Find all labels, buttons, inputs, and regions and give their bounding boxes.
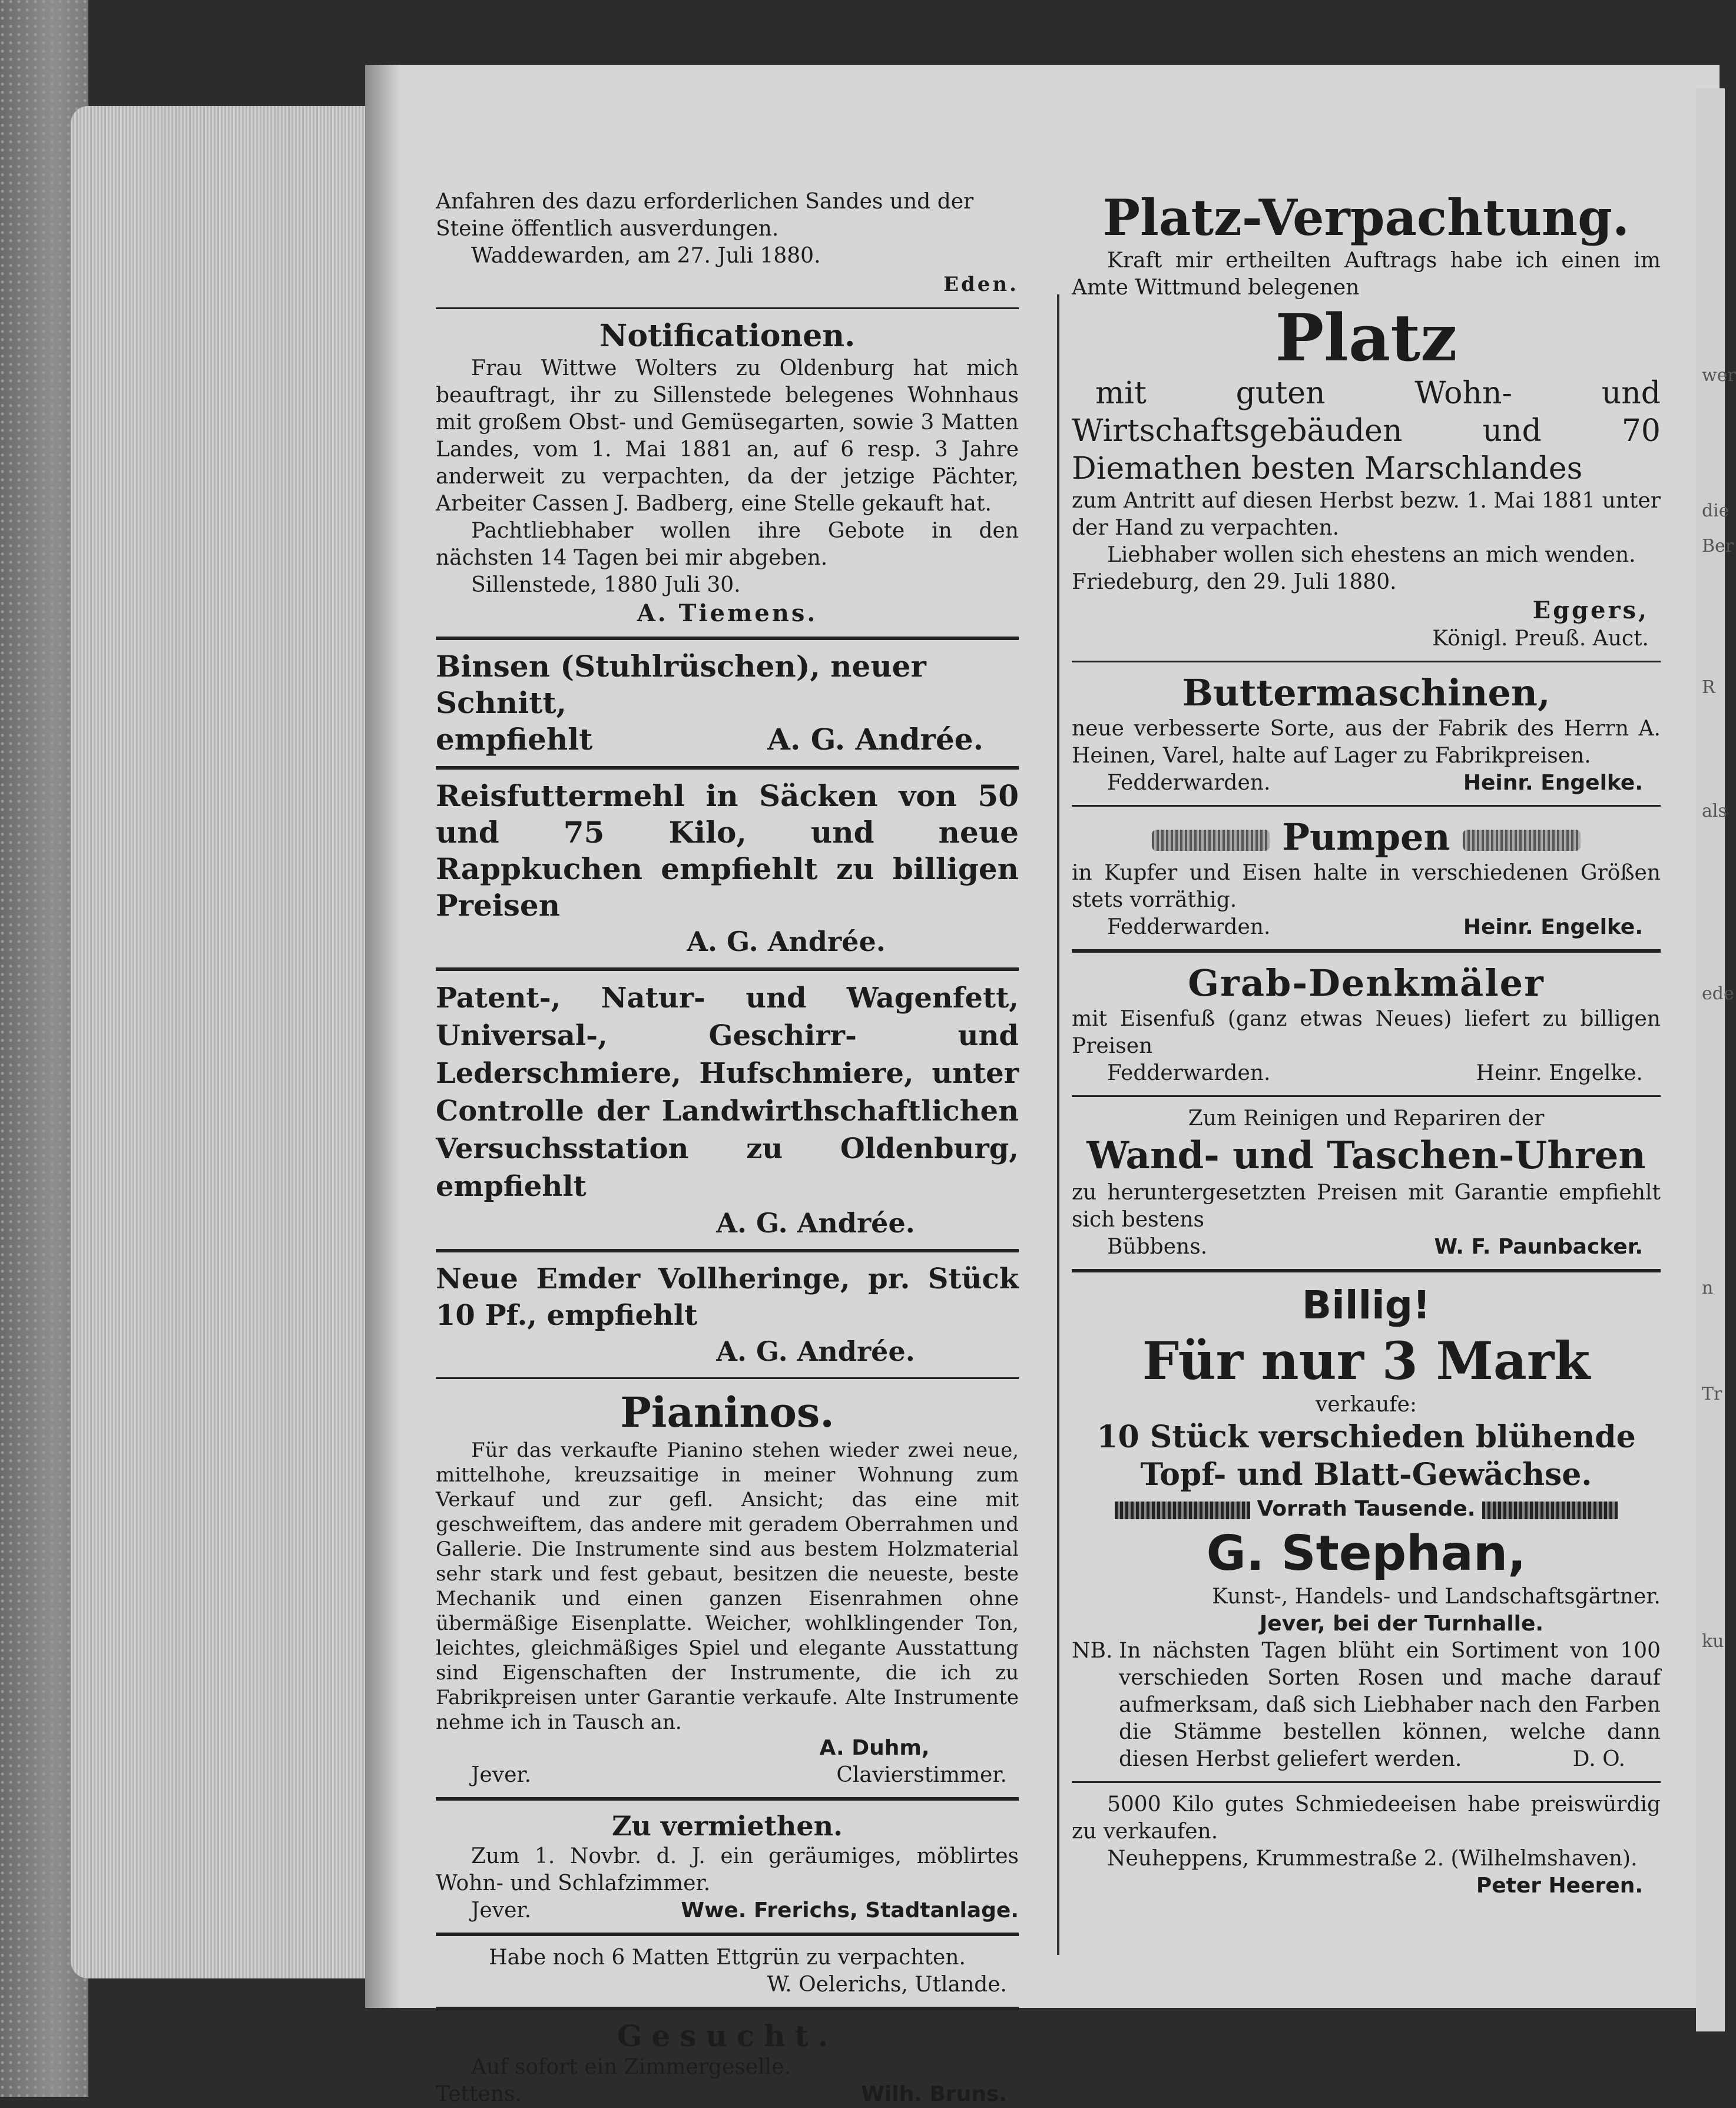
ad-notificationen bbox=[436, 317, 1019, 628]
patent-body: Patent-, Natur- und Wagenfett, Universal-, Geschirr- und Lederschmiere, Hufschmiere, unter Controlle der Landwirthschaftlichen Versuchsstation zu Oldenburg, empfiehlt bbox=[436, 982, 1019, 1203]
ad-heeren bbox=[1072, 1791, 1661, 1900]
heeren-place: Neuheppens, Krummestraße 2. (Wilhelmshaven). bbox=[1107, 1847, 1638, 1871]
gutter-shadow bbox=[365, 65, 400, 2008]
grab-body: mit Eisenfuß (ganz etwas Neues) liefert zu billigen Preisen bbox=[1072, 1007, 1661, 1058]
ad-pumpen bbox=[1072, 815, 1661, 941]
divider bbox=[436, 2007, 1019, 2010]
divider bbox=[1072, 1781, 1661, 1783]
platz-big: Platz bbox=[1275, 300, 1457, 376]
pumpen-signature: Heinr. Engelke. bbox=[1463, 915, 1643, 939]
fragment: Tr bbox=[1702, 1384, 1722, 1404]
ad-platz-verpachtung bbox=[1072, 188, 1661, 652]
grab-signature: Heinr. Engelke. bbox=[1476, 1061, 1643, 1085]
ad-zu-vermiethen bbox=[436, 1809, 1019, 1924]
fragment: Ber bbox=[1702, 536, 1734, 556]
gesucht-place: Tettens. bbox=[436, 2082, 522, 2106]
patent-signature: A. G. Andrée. bbox=[716, 1207, 915, 1239]
divider bbox=[1072, 805, 1661, 807]
notif-body: Frau Wittwe Wolters zu Oldenburg hat mich beauftragt, ihr zu Sillenstede belegenes Wohnhaus mit großem Obst- und Gemüsegarten, sowie 3 Matten Landes, vom 1. Mai 1881 an, auf 6 resp. 3 Jahre anderweit zu verpachten, da der jetzige Pächter, Arbeiter Cassen J. Badberg, eine Stelle gekauft hat. bbox=[436, 356, 1019, 516]
stephan-place: Jever, bei der Turnhalle. bbox=[1259, 1612, 1544, 1636]
divider bbox=[436, 637, 1019, 640]
pianinos-signature: A. Duhm, bbox=[819, 1736, 930, 1760]
vermiethen-place: Jever. bbox=[471, 1898, 532, 1923]
fragment: wer bbox=[1702, 365, 1736, 386]
butter-place: Fedderwarden. bbox=[1107, 771, 1271, 795]
uhren-signature: W. F. Paunbacker. bbox=[1434, 1235, 1643, 1259]
fragment: n bbox=[1702, 1278, 1714, 1298]
fragment: die bbox=[1702, 501, 1730, 521]
uhren-intro: Zum Reinigen und Repariren der bbox=[1188, 1106, 1545, 1131]
platz-place: Friedeburg, den 29. Juli 1880. bbox=[1072, 570, 1397, 594]
ornament-bar-left bbox=[1115, 1502, 1250, 1519]
binsen-signature: A. G. Andrée. bbox=[767, 722, 983, 757]
ad-pianinos bbox=[436, 1387, 1019, 1789]
left-column bbox=[436, 188, 1019, 2108]
vermiethen-title: Zu vermiethen. bbox=[611, 1810, 843, 1842]
ad-binsen bbox=[436, 648, 1019, 758]
divider bbox=[1072, 949, 1661, 953]
stephan-name: G. Stephan, bbox=[1206, 1526, 1526, 1582]
pianinos-place: Jever. bbox=[471, 1763, 532, 1787]
eden-line-1: Anfahren des dazu erforderlichen Sandes und der bbox=[436, 190, 974, 214]
butter-body: neue verbesserte Sorte, aus der Fabrik des Herrn A. Heinen, Varel, halte auf Lager zu Fabrikpreisen. bbox=[1072, 717, 1661, 768]
platz-intro: Kraft mir ertheilten Auftrags habe ich einen im Amte Wittmund belegenen bbox=[1072, 248, 1661, 300]
ornament-bar-right bbox=[1482, 1502, 1618, 1519]
uhren-body: zu heruntergesetzten Preisen mit Garantie empfiehlt sich bestens bbox=[1072, 1181, 1661, 1232]
divider bbox=[436, 1377, 1019, 1379]
ad-grab-denkmaeler bbox=[1072, 961, 1661, 1087]
uhren-place: Bübbens. bbox=[1107, 1235, 1208, 1259]
ad-vollheringe bbox=[436, 1261, 1019, 1369]
fragment: als bbox=[1702, 801, 1727, 821]
divider bbox=[436, 967, 1019, 971]
ettgruen-line: Habe noch 6 Matten Ettgrün zu verpachten. bbox=[489, 1945, 966, 1970]
pianinos-role: Clavierstimmer. bbox=[836, 1763, 1007, 1787]
ad-buttermaschinen bbox=[1072, 671, 1661, 797]
gesucht-title: Gesucht. bbox=[617, 2018, 838, 2053]
ad-gesucht bbox=[436, 2018, 1019, 2108]
butter-signature: Heinr. Engelke. bbox=[1463, 771, 1643, 795]
divider bbox=[1072, 661, 1661, 662]
notif-place: Sillenstede, 1880 Juli 30. bbox=[471, 573, 741, 597]
fragment: R bbox=[1702, 677, 1715, 698]
vermiethen-signature: Wwe. Frerichs, Stadtanlage. bbox=[681, 1898, 1019, 1923]
platz-body: zum Antritt auf diesen Herbst bezw. 1. Mai 1881 unter der Hand zu verpachten. bbox=[1072, 489, 1661, 540]
notif-signature: A. Tiemens. bbox=[637, 599, 818, 627]
page-edges bbox=[71, 106, 371, 1978]
pointing-hand-left-icon bbox=[1152, 830, 1270, 851]
reis-body: Reisfuttermehl in Säcken von 50 und 75 Kilo, und neue Rappkuchen empfiehlt zu billigen Preisen bbox=[436, 778, 1019, 923]
divider bbox=[436, 1249, 1019, 1252]
pointing-hand-right-icon bbox=[1463, 830, 1581, 851]
ad-uhren bbox=[1072, 1105, 1661, 1261]
divider bbox=[1072, 1095, 1661, 1097]
ettgruen-signature: W. Oelerichs, Utlande. bbox=[767, 1973, 1007, 1997]
uhren-title: Wand- und Taschen-Uhren bbox=[1086, 1133, 1646, 1178]
pianinos-title: Pianinos. bbox=[620, 1388, 834, 1437]
divider bbox=[436, 307, 1019, 309]
eden-signature: Eden. bbox=[943, 273, 1019, 296]
stephan-role: Kunst-, Handels- und Landschaftsgärtner. bbox=[1212, 1585, 1661, 1609]
ad-reisfuttermehl bbox=[436, 778, 1019, 959]
pumpen-title: Pumpen bbox=[1282, 816, 1450, 859]
stephan-nb-label: NB. bbox=[1072, 1639, 1113, 1663]
binsen-line-2: empfiehlt bbox=[436, 722, 593, 757]
divider bbox=[436, 766, 1019, 770]
ad-eden bbox=[436, 188, 1019, 299]
pumpen-place: Fedderwarden. bbox=[1107, 915, 1271, 939]
divider bbox=[436, 1933, 1019, 1936]
stephan-nb: In nächsten Tagen blüht ein Sortiment von 100 verschieden Sorten Rosen und mache darauf aufmerksam, daß sich Liebhaber nach den Farben die Stämme bestellen können, welche dann diesen Herbst geliefert werden. bbox=[1119, 1639, 1661, 1771]
eden-line-2: Steine öffentlich ausverdungen. bbox=[436, 217, 779, 241]
heeren-body: 5000 Kilo gutes Schmiedeeisen habe preiswürdig zu verkaufen. bbox=[1072, 1792, 1661, 1844]
stephan-body: 10 Stück verschieden blühende Topf- und Blatt-Gewächse. bbox=[1096, 1419, 1636, 1493]
gesucht-body: Auf sofort ein Zimmergeselle. bbox=[471, 2055, 791, 2079]
fragment: ede bbox=[1702, 983, 1734, 1004]
notif-title: Notificationen. bbox=[599, 318, 856, 354]
ad-stephan bbox=[1072, 1281, 1661, 1773]
reis-signature: A. G. Andrée. bbox=[687, 926, 886, 957]
emder-body: Neue Emder Vollheringe, pr. Stück 10 Pf., empfiehlt bbox=[436, 1262, 1019, 1332]
pumpen-body: in Kupfer und Eisen halte in verschiedenen Größen stets vorräthig. bbox=[1072, 861, 1661, 912]
ad-ettgruen bbox=[436, 1944, 1019, 1998]
platz-body-2: Liebhaber wollen sich ehestens an mich wenden. bbox=[1107, 543, 1636, 567]
binsen-line-1: Binsen (Stuhlrüschen), neuer Schnitt, bbox=[436, 649, 926, 720]
platz-title: Platz-Verpachtung. bbox=[1102, 188, 1630, 247]
vermiethen-body: Zum 1. Novbr. d. J. ein geräumiges, möblirtes Wohn- und Schlafzimmer. bbox=[436, 1844, 1019, 1895]
stephan-verkaufe: verkaufe: bbox=[1315, 1393, 1417, 1417]
eden-place: Waddewarden, am 27. Juli 1880. bbox=[471, 244, 821, 268]
platz-sub: mit guten Wohn- und Wirtschaftsgebäuden und 70 Diemathen besten Marschlandes bbox=[1072, 376, 1661, 486]
platz-role: Königl. Preuß. Auct. bbox=[1432, 627, 1649, 651]
right-column bbox=[1072, 188, 1661, 1900]
heeren-signature: Peter Heeren. bbox=[1476, 1874, 1643, 1898]
grab-title: Grab-Denkmäler bbox=[1188, 962, 1545, 1005]
stephan-billig: Billig! bbox=[1301, 1282, 1431, 1328]
fragment: ku bbox=[1702, 1631, 1724, 1652]
butter-title: Buttermaschinen, bbox=[1182, 671, 1551, 714]
pianinos-body: Für das verkaufte Pianino stehen wieder zwei neue, mittelhohe, kreuzsaitige in meiner Wohnung zum Verkauf und zur gefl. Ansicht; das eine mit geschweiftem, das andere mit geradem Oberrahmen und Gallerie. Die Instrumente sind aus bestem Holzmaterial sehr stark und fest gebaut, besitzen die neueste, beste Mechanik und einen ganzen Eisenrahmen ohne übermäßige Eisenplatte. Weicher, wohlklingender Ton, leichtes, gleichmäßiges Spiel und elegante Ausstattung sind Eigenschaften der Instrumente, die ich zu Fabrikpreisen unter Garantie verkaufe. Alte Instrumente nehme ich in Tausch an. bbox=[436, 1439, 1019, 1734]
gesucht-signature: Wilh. Bruns. bbox=[861, 2082, 1007, 2106]
next-page-edge bbox=[1696, 88, 1736, 2031]
grab-place: Fedderwarden. bbox=[1107, 1061, 1271, 1085]
stephan-vorrath: Vorrath Tausende. bbox=[1257, 1497, 1476, 1521]
platz-signature: Eggers, bbox=[1532, 596, 1649, 624]
notif-body-2: Pachtliebhaber wollen ihre Gebote in den nächsten 14 Tagen bei mir abgeben. bbox=[436, 519, 1019, 570]
ad-wagenfett bbox=[436, 979, 1019, 1241]
divider bbox=[436, 1797, 1019, 1801]
divider bbox=[1072, 1269, 1661, 1272]
column-divider bbox=[1057, 294, 1059, 1955]
stephan-mark: Für nur 3 Mark bbox=[1142, 1330, 1591, 1391]
stephan-nb-signature: D. O. bbox=[1572, 1747, 1625, 1771]
emder-signature: A. G. Andrée. bbox=[716, 1335, 915, 1367]
